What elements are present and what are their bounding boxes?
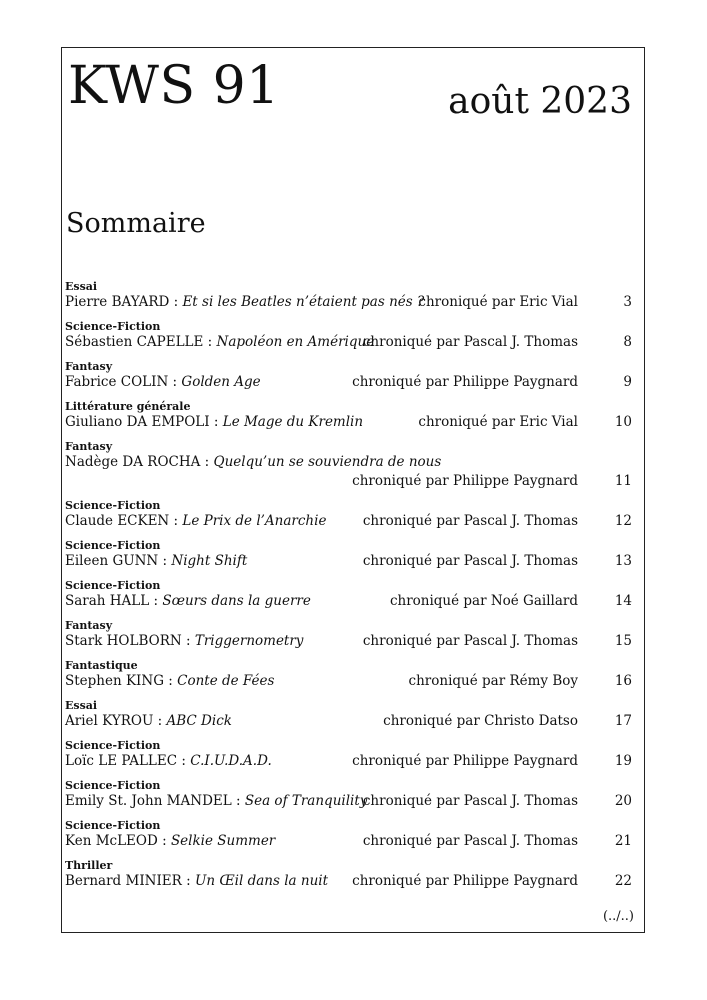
entry-chronicler: chroniqué par Pascal J. Thomas	[362, 553, 578, 569]
issue-date: août 2023	[448, 81, 632, 122]
entry-book: Sébastien CAPELLE : Napoléon en Amérique	[65, 334, 375, 350]
entry-author: Stark HOLBORN	[65, 633, 182, 649]
entry-page-number: 9	[623, 374, 632, 390]
toc-entry	[65, 360, 644, 392]
entry-genre: Fantasy	[65, 360, 113, 373]
entry-title: Conte de Fées	[177, 673, 275, 689]
entry-genre: Science-Fiction	[65, 320, 161, 333]
entry-genre: Science-Fiction	[65, 579, 161, 592]
entry-chronicler: chroniqué par Pascal J. Thomas	[362, 833, 578, 849]
section-title: Sommaire	[66, 208, 206, 239]
entry-book: Stephen KING : Conte de Fées	[65, 673, 275, 689]
entry-genre: Science-Fiction	[65, 779, 161, 792]
entry-genre: Fantastique	[65, 659, 138, 672]
entry-author: Eileen GUNN	[65, 553, 159, 569]
entry-title: Golden Age	[181, 374, 261, 390]
entry-chronicler: chroniqué par Philippe Paygnard	[352, 753, 578, 769]
entry-book: Eileen GUNN : Night Shift	[65, 553, 248, 569]
continuation-marker: (../..)	[602, 909, 634, 924]
toc-entry	[65, 320, 644, 352]
entry-chronicler: chroniqué par Philippe Paygnard	[352, 374, 578, 390]
entry-page-number: 8	[623, 334, 632, 350]
entry-title: Quelqu’un se souviendra de nous	[213, 454, 442, 470]
entry-author: Fabrice COLIN	[65, 374, 169, 390]
entry-author: Sarah HALL	[65, 593, 150, 609]
toc-list	[65, 280, 644, 899]
entry-page-number: 13	[614, 553, 632, 569]
entry-line	[65, 712, 644, 731]
entry-page-number: 17	[614, 713, 632, 729]
toc-entry	[65, 539, 644, 571]
entry-genre: Science-Fiction	[65, 539, 161, 552]
toc-entry	[65, 659, 644, 691]
entry-page-number: 15	[614, 633, 632, 649]
entry-title: Et si les Beatles n’étaient pas nés ?	[182, 294, 425, 310]
entry-author: Stephen KING	[65, 673, 164, 689]
entry-title: Night Shift	[171, 553, 248, 569]
entry-book: Fabrice COLIN : Golden Age	[65, 374, 261, 390]
entry-genre: Science-Fiction	[65, 499, 161, 512]
entry-author: Claude ECKEN	[65, 513, 170, 529]
entry-genre: Science-Fiction	[65, 739, 161, 752]
entry-book: Pierre BAYARD : Et si les Beatles n’étaient pas nés ?	[65, 294, 425, 310]
entry-line	[65, 792, 644, 811]
entry-book: Ariel KYROU : ABC Dick	[65, 713, 232, 729]
entry-book: Sarah HALL : Sœurs dans la guerre	[65, 593, 311, 609]
entry-line	[65, 293, 644, 312]
page-frame	[61, 47, 645, 933]
entry-line	[65, 333, 644, 352]
entry-book: Stark HOLBORN : Triggernometry	[65, 633, 304, 649]
entry-chronicler: chroniqué par Eric Vial	[418, 294, 578, 310]
entry-genre: Fantasy	[65, 619, 113, 632]
entry-chronicler: chroniqué par Rémy Boy	[408, 673, 578, 689]
toc-entry	[65, 400, 644, 432]
entry-author: Bernard MINIER	[65, 873, 182, 889]
entry-title: Napoléon en Amérique	[216, 334, 375, 350]
entry-author: Ariel KYROU	[65, 713, 154, 729]
entry-chronicler: chroniqué par Pascal J. Thomas	[362, 513, 578, 529]
entry-author: Pierre BAYARD	[65, 294, 170, 310]
entry-chronicler: chroniqué par Christo Datso	[383, 713, 578, 729]
entry-line	[65, 453, 644, 491]
entry-page-number: 14	[614, 593, 632, 609]
toc-entry	[65, 619, 644, 651]
entry-line	[65, 592, 644, 611]
entry-page-number: 19	[614, 753, 632, 769]
entry-author: Loïc LE PALLEC	[65, 753, 178, 769]
entry-chronicler: chroniqué par Noé Gaillard	[389, 593, 578, 609]
entry-line	[65, 373, 644, 392]
entry-author: Nadège DA ROCHA	[65, 454, 201, 470]
entry-line	[65, 832, 644, 851]
toc-entry	[65, 440, 644, 491]
toc-entry	[65, 859, 644, 891]
toc-entry	[65, 499, 644, 531]
entry-line	[65, 552, 644, 571]
entry-line	[65, 413, 644, 432]
entry-chronicler: chroniqué par Philippe Paygnard	[352, 873, 578, 889]
toc-entry	[65, 280, 644, 312]
entry-genre: Essai	[65, 280, 98, 293]
entry-book: Nadège DA ROCHA : Quelqu’un se souviendra de nous	[65, 454, 442, 470]
entry-author: Ken McLEOD	[65, 833, 158, 849]
entry-chronicler: chroniqué par Pascal J. Thomas	[362, 334, 578, 350]
entry-chronicler: chroniqué par Pascal J. Thomas	[362, 793, 578, 809]
entry-page-number: 22	[614, 873, 632, 889]
entry-page-number: 16	[614, 673, 632, 689]
entry-title: Le Prix de l’Anarchie	[182, 513, 327, 529]
entry-title: ABC Dick	[166, 713, 232, 729]
entry-page-number: 3	[623, 294, 632, 310]
entry-title: Selkie Summer	[170, 833, 276, 849]
entry-line	[65, 632, 644, 651]
toc-entry	[65, 819, 644, 851]
entry-line	[65, 672, 644, 691]
entry-genre: Littérature générale	[65, 400, 191, 413]
entry-book: Giuliano DA EMPOLI : Le Mage du Kremlin	[65, 414, 364, 430]
entry-line	[65, 752, 644, 771]
entry-title: Sea of Tranquility	[244, 793, 368, 809]
entry-book: Ken McLEOD : Selkie Summer	[65, 833, 276, 849]
entry-title: Le Mage du Kremlin	[222, 414, 364, 430]
entry-book: Loïc LE PALLEC : C.I.U.D.A.D.	[65, 753, 272, 769]
toc-entry	[65, 579, 644, 611]
entry-page-number: 11	[614, 473, 632, 489]
entry-author: Emily St. John MANDEL	[65, 793, 232, 809]
magazine-title: KWS 91	[68, 56, 280, 116]
entry-title: Triggernometry	[194, 633, 304, 649]
entry-page-number: 10	[614, 414, 632, 430]
entry-author: Giuliano DA EMPOLI	[65, 414, 210, 430]
entry-book: Bernard MINIER : Un Œil dans la nuit	[65, 873, 329, 889]
entry-line	[65, 872, 644, 891]
entry-page-number: 21	[614, 833, 632, 849]
entry-book: Emily St. John MANDEL : Sea of Tranquility	[65, 793, 368, 809]
entry-title: Sœurs dans la guerre	[162, 593, 311, 609]
entry-line	[65, 512, 644, 531]
toc-entry	[65, 739, 644, 771]
entry-page-number: 12	[614, 513, 632, 529]
entry-genre: Fantasy	[65, 440, 113, 453]
entry-chronicler: chroniqué par Eric Vial	[418, 414, 578, 430]
toc-entry	[65, 779, 644, 811]
entry-chronicler: chroniqué par Pascal J. Thomas	[362, 633, 578, 649]
entry-title: Un Œil dans la nuit	[194, 873, 329, 889]
entry-genre: Essai	[65, 699, 98, 712]
entry-chronicler: chroniqué par Philippe Paygnard	[352, 473, 578, 489]
entry-page-number: 20	[614, 793, 632, 809]
entry-genre: Science-Fiction	[65, 819, 161, 832]
entry-author: Sébastien CAPELLE	[65, 334, 204, 350]
toc-entry	[65, 699, 644, 731]
entry-title: C.I.U.D.A.D.	[190, 753, 272, 769]
entry-book: Claude ECKEN : Le Prix de l’Anarchie	[65, 513, 327, 529]
entry-genre: Thriller	[65, 859, 113, 872]
